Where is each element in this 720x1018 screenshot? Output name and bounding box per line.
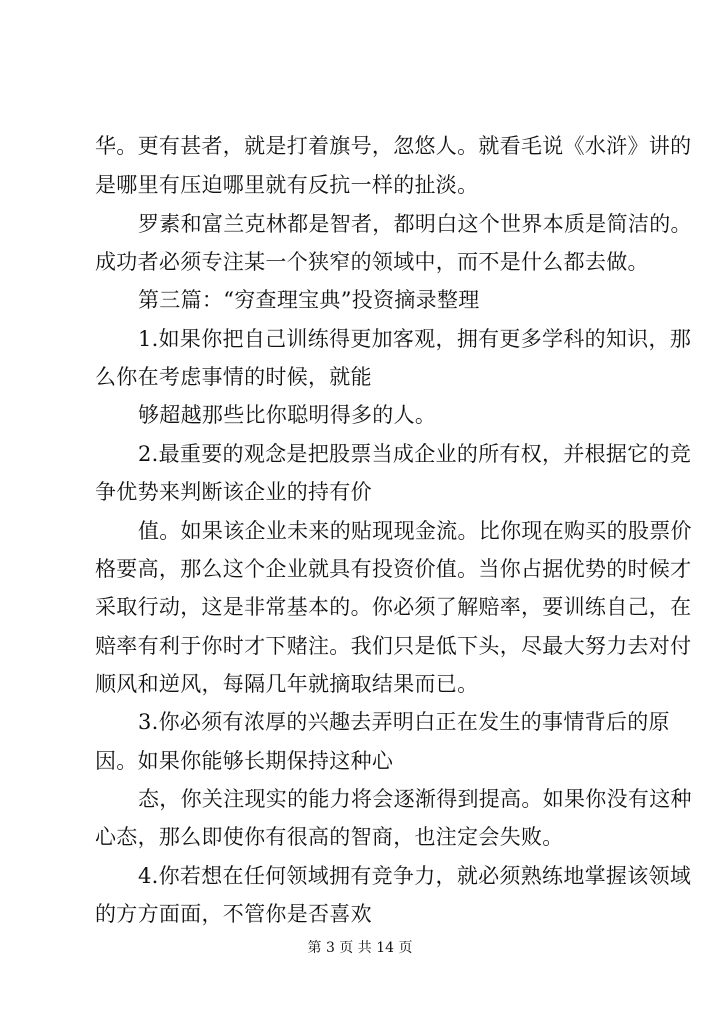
text-line: 4.你若想在任何领域拥有竞争力，就必须熟练地掌握该领域 [138,864,692,888]
text-line: 争优势来判断该企业的持有价 [95,480,372,504]
text-line: 么你在考虑事情的时候，就能 [95,365,372,389]
page-number: 第 3 页 共 14 页 [307,940,413,956]
text-line: 罗素和富兰克林都是智者，都明白这个世界本质是简洁的。 [138,212,692,236]
text-line: 顺风和逆风，每隔几年就摘取结果而已。 [95,672,479,696]
text-line: 华。更有甚者，就是打着旗号，忽悠人。就看毛说《水浒》讲的 [95,134,692,158]
text-line: 态，你关注现实的能力将会逐渐得到提高。如果你没有这种 [138,787,692,811]
text-line: 值。如果该企业未来的贴现现金流。比你现在购买的股票价 [138,519,692,543]
text-line: 采取行动，这是非常基本的。你必须了解赔率，要训练自己，在 [95,595,692,619]
text-line: 2.最重要的观念是把股票当成企业的所有权，并根据它的竞 [138,442,692,466]
text-line: 1.如果你把自己训练得更加客观，拥有更多学科的知识，那 [138,327,692,351]
text-line: 心态，那么即使你有很高的智商，也注定会失败。 [95,825,564,849]
text-line: 够超越那些比你聪明得多的人。 [138,403,437,427]
text-line: 格要高，那么这个企业就具有投资价值。当你占据优势的时候才 [95,557,692,581]
text-line: 的方方面面，不管你是否喜欢 [95,902,372,926]
text-line: 是哪里有压迫哪里就有反抗一样的扯淡。 [95,173,479,197]
text-line: 3.你必须有浓厚的兴趣去弄明白正在发生的事情背后的原 [138,710,670,734]
section-heading: 第三篇：“穷查理宝典”投资摘录整理 [138,288,480,312]
text-line: 成功者必须专注某一个狭窄的领域中，而不是什么都去做。 [95,250,649,274]
text-line: 赔率有利于你时才下赌注。我们只是低下头，尽最大努力去对付 [95,634,692,658]
text-line: 因。如果你能够长期保持这种心 [95,749,394,773]
